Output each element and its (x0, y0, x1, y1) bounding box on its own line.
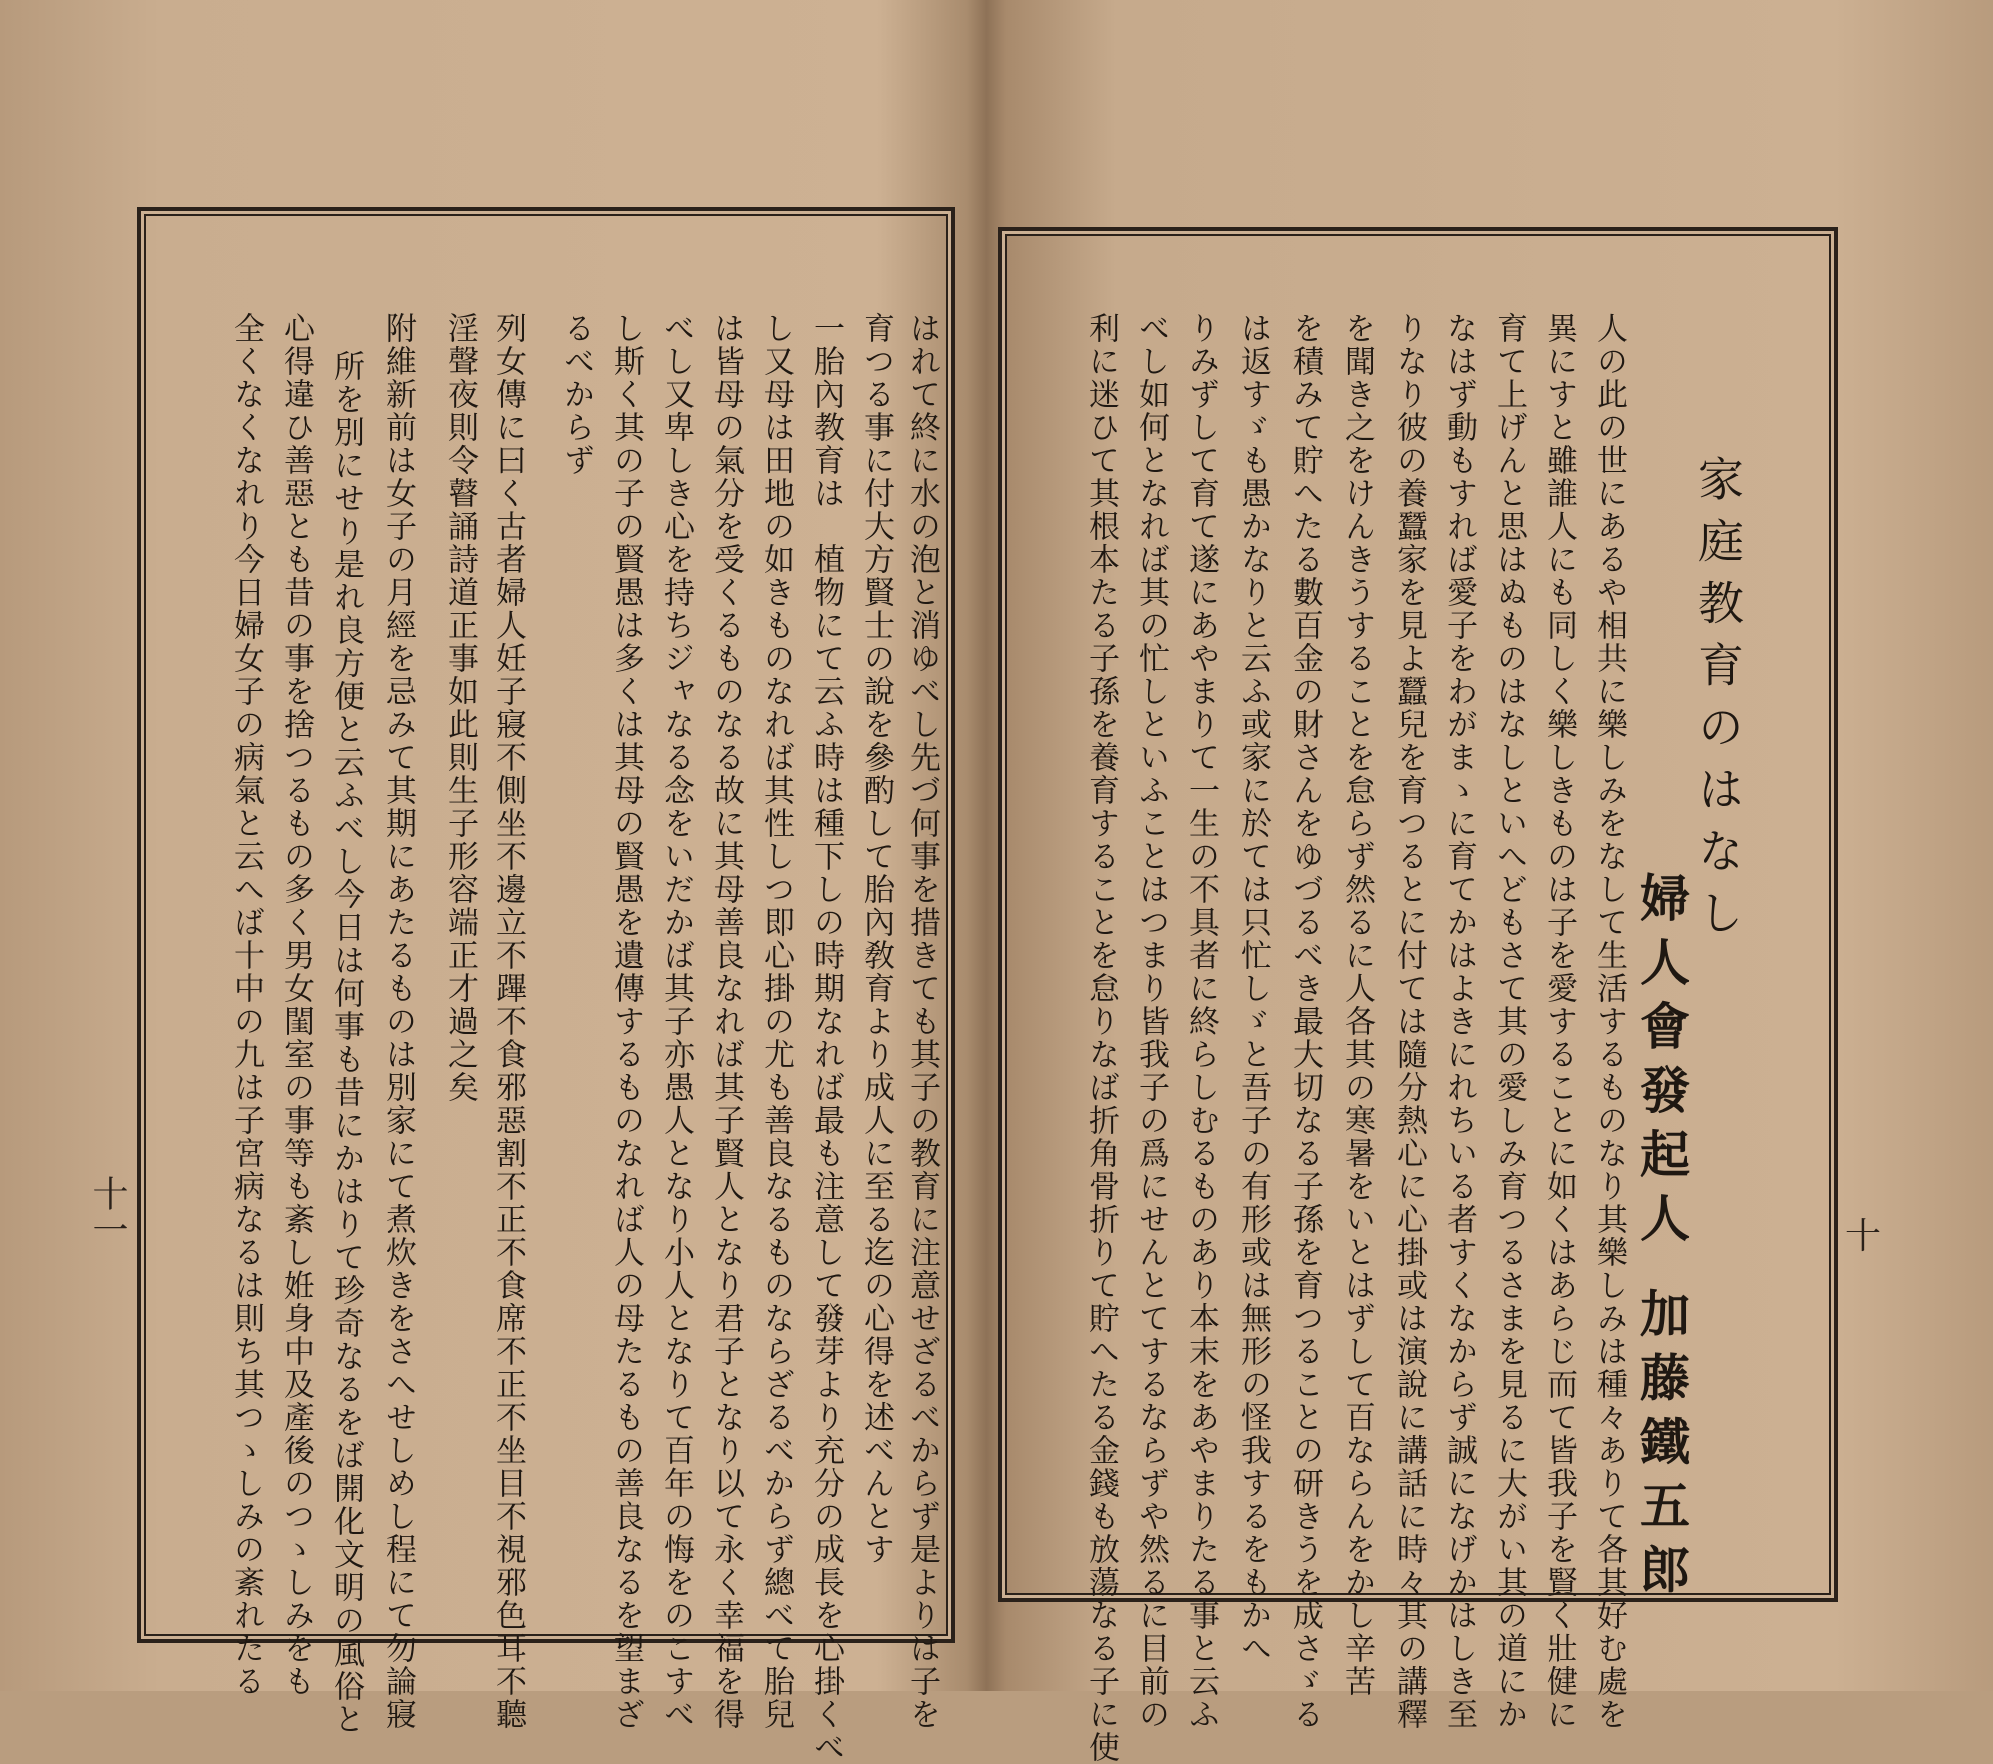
text-line: 利に迷ひて其根本たる子孫を養育することを怠りなば折角骨折りて貯へたる金錢も放蕩なる子に使 (1083, 312, 1119, 1764)
text-line: 育つる事に付大方賢士の說を參酌して胎內敎育より成人に至る迄の心得を述べんとす (858, 312, 894, 1566)
text-line: 列女傳に曰く古者婦人妊子寢不側坐不邊立不蹕不食邪惡割不正不食席不正不坐目不視邪色耳不聽 (490, 312, 526, 1731)
text-line: 一胎內教育は 植物にて云ふ時は種下しの時期なれば最も注意して發芽より充分の成長を心掛くべ (808, 312, 844, 1764)
article-author: 婦人會發起人 加藤鐵五郎 (1632, 872, 1691, 1608)
text-line: 心得違ひ善惡とも昔の事を捨つるもの多く男女閨室の事等も紊し姙身中及產後のつゝしみをも (278, 312, 314, 1698)
left-page (0, 0, 985, 1764)
text-line: りみずして育て遂にあやまりて一生の不具者に終らしむるものあり本末をあやまりたる事と云ふ (1183, 312, 1219, 1731)
text-line: 全くなくなれり今日婦女子の病氣と云へば十中の九は子宮病なるは則ち其つゝしみの紊れたる (228, 312, 264, 1698)
text-line: 異にすと雖誰人にも同しく樂しきものは子を愛することに如くはあらじ而て皆我子を賢く壯健に (1541, 312, 1577, 1731)
text-line: を聞き之をけんきうすることを怠らず然るに人各其の寒暑をいとはずして百ならんをかし辛苦 (1339, 312, 1375, 1698)
text-line: 淫聲夜則令瞽誦詩道正事如此則生子形容端正才過之矣 (442, 312, 478, 1104)
text-line: べし如何となれば其の忙しといふことはつまり皆我子の爲にせんとてするならずや然るに目前の (1133, 312, 1169, 1731)
text-line: なはず動もすれば愛子をわがまゝに育てかはよきにれちいる者すくなからず誠になげかはしき至 (1441, 312, 1477, 1731)
text-line: し斯く其の子の賢愚は多くは其母の賢愚を遺傳するものなれば人の母たるもの善良なるを望まざ (608, 312, 644, 1731)
text-line: るべからず (558, 312, 594, 477)
text-line: し又母は田地の如きものなれば其性しつ即心掛の尤も善良なるものならざるべからず總べて胎兒 (758, 312, 794, 1731)
text-line: りなり彼の養蠶家を見よ蠶兒を育つるとに付ては隨分熱心に心掛或は演說に講話に時々其の講釋 (1391, 312, 1427, 1731)
article-title: 家庭教育のはなし (1691, 455, 1745, 951)
page-number: 十一 (87, 1175, 128, 1247)
text-line: 育て上げんと思はぬものはなしといへどもさて其の愛しみ育つるさまを見るに大がい其の道にか (1491, 312, 1527, 1731)
text-line: 人の此の世にあるや相共に樂しみをなして生活するものなり其樂しみは種々ありて各其好む處を (1591, 312, 1627, 1731)
text-line: は皆母の氣分を受くるものなる故に其母善良なれば其子賢人となり君子となり以て永く幸福を得 (708, 312, 744, 1731)
text-line: はれて終に水の泡と消ゆべし先づ何事を措きても其子の教育に注意せざるべからず是よりは子を (904, 312, 940, 1731)
text-line: は返すゞも愚かなりと云ふ或家に於ては只忙しゞと吾子の有形或は無形の怪我するをもかへ (1235, 312, 1271, 1665)
right-page (985, 0, 1993, 1764)
text-line: 所を別にせり是れ良方便と云ふべし今日は何事も昔にかはりて珍奇なるをば開化文明の風俗と (328, 350, 364, 1736)
text-line: を積みて貯へたる數百金の財さんをゆづるべき最大切なる子孫を育つることの研きうを成さゞる (1287, 312, 1323, 1731)
text-line: 附維新前は女子の月經を忌みて其期にあたるものは別家にて煮炊きをさへせしめし程にて勿論寢 (380, 312, 416, 1731)
page-number: 十 (1845, 1216, 1882, 1257)
text-line: べし又卑しき心を持ちジャなる念をいだかば其子亦愚人となり小人となりて百年の悔をのこすべ (658, 312, 694, 1731)
